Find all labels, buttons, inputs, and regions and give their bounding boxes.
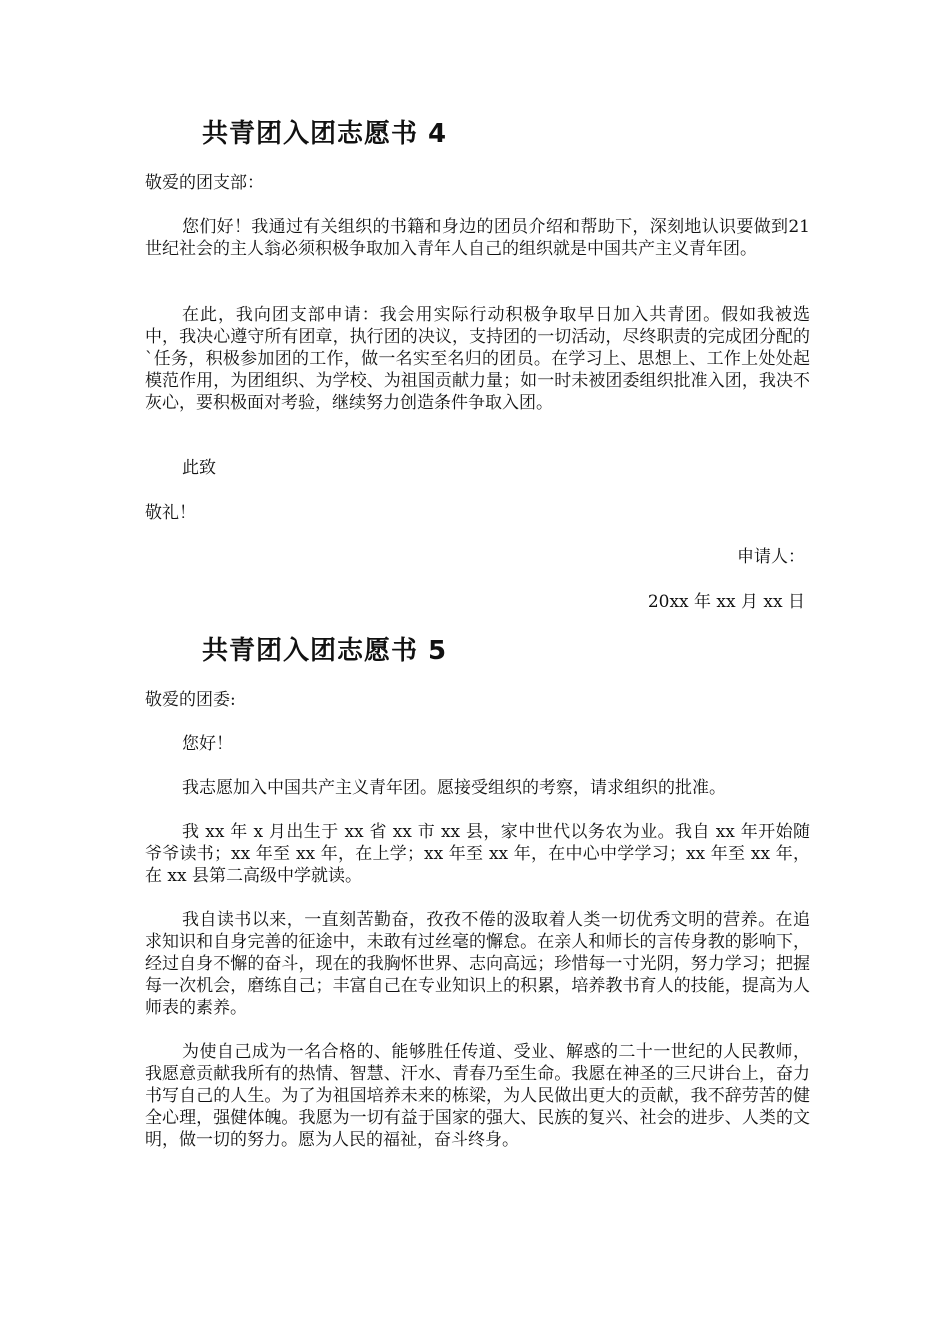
section4-date: 20xx 年 xx 月 xx 日	[647, 592, 805, 612]
section4-paragraph-1: 您们好！我通过有关组织的书籍和身边的团员介绍和帮助下，深刻地认识要做到21世纪社会的主人翁必须积极争取加入青年人自己的组织就是中国共产主义青年团。	[145, 217, 810, 259]
section4-paragraph-2: 在此，我向团支部申请：我会用实际行动积极争取早日加入共青团。假如我被选中，我决心遵守所有团章，执行团的决议，支持团的一切活动，尽终职责的完成团分配的`任务，积极参加团的工作，做一名实至名归的团员。在学习上、思想上、工作上处处起模范作用，为团组织、为学校、为祖国贡献力量；如一时未被团委组织批准入团，我决不灰心，要积极面对考验，继续努力创造条件争取入团。	[145, 305, 810, 413]
section4-closing-jingli: 敬礼！	[145, 503, 196, 523]
section4-salutation: 敬爱的团支部：	[145, 173, 264, 193]
section5-paragraph-2: 我 xx 年 x 月出生于 xx 省 xx 市 xx 县，家中世代以务农为业。我自 xx 年开始随爷爷读书；xx 年至 xx 年，在上学；xx 年至 xx 年，在中心中学学习；xx 年至 xx 年，在 xx 县第二高级中学就读。	[145, 822, 810, 886]
section5-paragraph-3: 我自读书以来，一直刻苦勤奋，孜孜不倦的汲取着人类一切优秀文明的营养。在追求知识和自身完善的征途中，未敢有过丝毫的懈怠。在亲人和师长的言传身教的影响下，经过自身不懈的奋斗，现在的我胸怀世界、志向高远；珍惜每一寸光阴，努力学习；把握每一次机会，磨练自己；丰富自己在专业知识上的积累，培养教书育人的技能，提高为人师表的素养。	[145, 910, 810, 1018]
section5-paragraph-1: 我志愿加入中国共产主义青年团。愿接受组织的考察，请求组织的批准。	[182, 778, 726, 798]
section5-paragraph-4: 为使自己成为一名合格的、能够胜任传道、受业、解惑的二十一世纪的人民教师，我愿意贡献我所有的热情、智慧、汗水、青春乃至生命。我愿在神圣的三尺讲台上，奋力书写自己的人生。为了为祖国培养未来的栋梁，为人民做出更大的贡献，我不辞劳苦的健全心理，强健体魄。我愿为一切有益于国家的强大、民族的复兴、社会的进步、人类的文明，做一切的努力。愿为人民的福祉，奋斗终身。	[145, 1042, 810, 1150]
section5-title: 共青团入团志愿书 5	[202, 636, 448, 666]
section4-applicant-label: 申请人：	[737, 547, 805, 567]
section4-title: 共青团入团志愿书 4	[202, 119, 448, 149]
section5-salutation: 敬爱的团委:	[145, 690, 236, 710]
section4-closing-cizhi: 此致	[182, 458, 216, 478]
section5-greeting: 您好！	[182, 734, 233, 754]
